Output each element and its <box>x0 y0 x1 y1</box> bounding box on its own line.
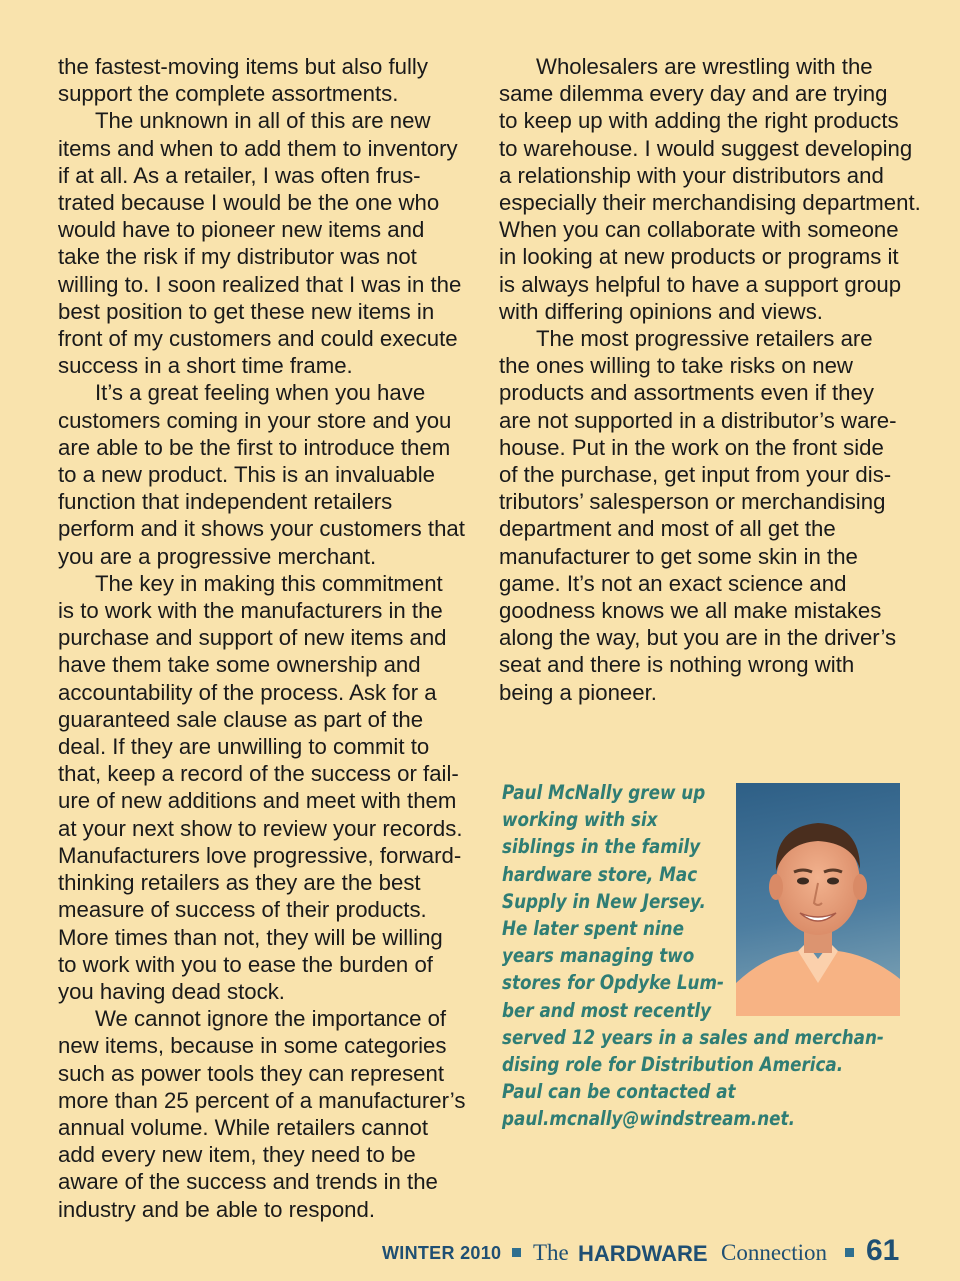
body-line: being a pioneer. <box>499 679 657 705</box>
body-line: you having dead stock. <box>58 978 285 1004</box>
right-column <box>499 53 921 706</box>
body-line: trated because I would be the one who <box>58 190 440 216</box>
body-line: the fastest-moving items but also fully <box>58 54 428 79</box>
body-line: products and assortments even if they <box>499 380 874 406</box>
page-footer <box>0 1234 900 1274</box>
body-line: more than 25 percent of a manufacturer’s <box>58 1087 466 1113</box>
body-line: It’s a great feeling when you have <box>95 380 426 406</box>
bio-line: He later spent nine <box>502 917 684 941</box>
magazine-title-the: The <box>533 1240 569 1265</box>
body-line: More times than not, they will be willing <box>58 924 443 950</box>
magazine-title-connection: Connection <box>721 1240 828 1265</box>
body-line: support the complete assortments. <box>58 81 399 107</box>
bio-line: siblings in the family <box>502 835 701 859</box>
body-line: industry and be able to respond. <box>58 1196 376 1222</box>
body-line: The unknown in all of this are new <box>95 108 431 134</box>
bio-line: years managing two <box>502 944 695 968</box>
body-line: same dilemma every day and are trying <box>499 81 888 107</box>
body-line: thinking retailers as they are the best <box>58 870 421 896</box>
body-line: annual volume. While retailers cannot <box>58 1114 428 1140</box>
body-line: customers coming in your store and you <box>58 407 452 433</box>
body-line: We cannot ignore the importance of <box>95 1006 447 1032</box>
body-line: deal. If they are unwilling to commit to <box>58 734 430 760</box>
body-line: are not supported in a distributor’s ware- <box>499 407 897 433</box>
bio-line: stores for Opdyke Lum- <box>502 971 724 995</box>
body-line: tributors’ salesperson or merchandising <box>499 489 886 515</box>
body-line: house. Put in the work on the front side <box>499 434 884 460</box>
square-bullet-icon <box>845 1248 854 1257</box>
body-line: are able to be the first to introduce them <box>58 434 451 460</box>
body-line: to warehouse. I would suggest developing <box>499 135 913 161</box>
body-line: especially their merchandising department. <box>499 190 921 216</box>
body-line: willing to. I soon realized that I was in the <box>58 271 462 297</box>
body-line: game. It’s not an exact science and <box>499 570 847 596</box>
body-line: if at all. As a retailer, I was often frus- <box>58 162 421 188</box>
body-line: measure of success of their products. <box>58 897 427 923</box>
author-bio <box>502 779 884 1133</box>
body-line: seat and there is nothing wrong with <box>499 652 855 678</box>
bio-line: served 12 years in a sales and merchan- <box>502 1025 884 1049</box>
page-number: 61 <box>866 1234 900 1267</box>
bio-line: Paul can be contacted at <box>502 1080 736 1104</box>
body-line: have them take some ownership and <box>58 652 421 678</box>
body-line: that, keep a record of the success or fail- <box>58 761 459 787</box>
author-email[interactable]: paul.mcnally@windstream.net. <box>502 1107 795 1131</box>
bio-line: dising role for Distribution America. <box>502 1053 844 1077</box>
body-line: of the purchase, get input from your dis- <box>499 462 892 488</box>
body-line: the ones willing to take risks on new <box>499 353 853 379</box>
body-line: in looking at new products or programs it <box>499 244 899 270</box>
body-line: such as power tools they can represent <box>58 1060 445 1086</box>
body-line: is to work with the manufacturers in the <box>58 598 443 624</box>
square-bullet-icon <box>512 1248 521 1257</box>
body-line: to a new product. This is an invaluable <box>58 462 436 488</box>
body-line: aware of the success and trends in the <box>58 1169 438 1195</box>
magazine-title-hardware: HARDWARE <box>578 1241 708 1266</box>
body-line: success in a short time frame. <box>58 353 353 379</box>
body-line: at your next show to review your records. <box>58 815 463 841</box>
bio-line: Paul McNally grew up <box>502 781 706 804</box>
body-line: front of my customers and could execute <box>58 326 458 352</box>
issue-date: WINTER 2010 <box>382 1243 502 1263</box>
body-line: The key in making this commitment <box>95 570 443 596</box>
body-line: department and most of all get the <box>499 516 836 542</box>
body-line: The most progressive retailers are <box>536 326 873 352</box>
bio-line: working with six <box>502 808 658 832</box>
body-line: Manufacturers love progressive, forward- <box>58 842 462 868</box>
body-line: function that independent retailers <box>58 489 393 515</box>
body-line: Wholesalers are wrestling with the <box>536 54 873 79</box>
body-line: best position to get these new items in <box>58 298 435 324</box>
bio-line: ber and most recently <box>502 998 712 1022</box>
body-line: a relationship with your distributors and <box>499 162 884 188</box>
body-line: to keep up with adding the right products <box>499 108 899 134</box>
body-line: is always helpful to have a support group <box>499 271 902 297</box>
body-line: new items, because in some categories <box>58 1033 447 1059</box>
body-line: When you can collaborate with someone <box>499 217 899 243</box>
body-line: guaranteed sale clause as part of the <box>58 706 424 732</box>
body-line: purchase and support of new items and <box>58 625 447 651</box>
body-line: you are a progressive merchant. <box>58 543 377 569</box>
body-line: perform and it shows your customers that <box>58 516 465 542</box>
left-column <box>58 53 478 1223</box>
body-line: to work with you to ease the burden of <box>58 951 433 977</box>
body-line: along the way, but you are in the driver’s <box>499 625 897 651</box>
body-line: items and when to add them to inventory <box>58 135 458 161</box>
body-line: ure of new additions and meet with them <box>58 788 457 814</box>
body-line: manufacturer to get some skin in the <box>499 543 858 569</box>
body-line: take the risk if my distributor was not <box>58 244 417 270</box>
body-line: would have to pioneer new items and <box>58 217 425 243</box>
body-line: goodness knows we all make mistakes <box>499 598 882 624</box>
body-line: with differing opinions and views. <box>499 298 823 324</box>
body-line: accountability of the process. Ask for a <box>58 679 437 705</box>
bio-line: Supply in New Jersey. <box>502 889 706 913</box>
bio-line: hardware store, Mac <box>502 862 698 886</box>
body-line: add every new item, they need to be <box>58 1142 416 1168</box>
